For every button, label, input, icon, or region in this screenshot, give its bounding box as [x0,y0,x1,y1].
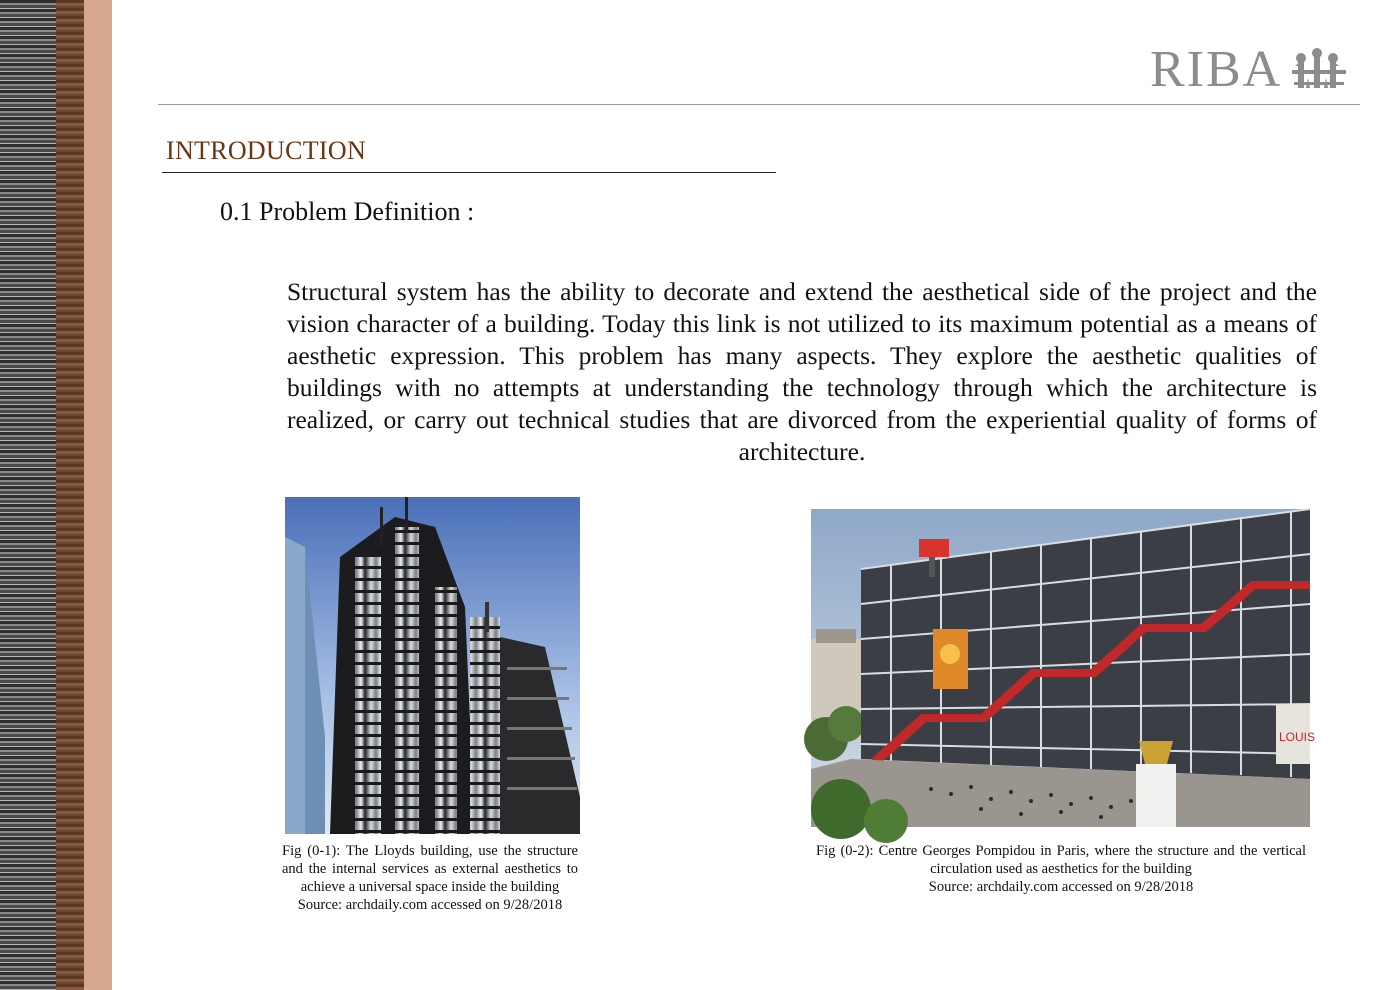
riba-lions-emblem-icon [1292,48,1348,92]
left-border-brown-stripe [56,0,84,990]
figure-1-caption-text: Fig (0-1): The Lloyds building, use the structure and the internal services as external aesthetics to achieve a universal space inside the building [282,843,578,895]
pompidou-signage-text: LOUIS [1279,730,1316,744]
figure-2-caption-text: Fig (0-2): Centre Georges Pompidou in Paris, where the structure and the vertical circulation used as aesthetics for the building [816,843,1306,877]
lloyds-building-photo [285,497,580,834]
section-title-underline [162,172,776,173]
figure-1-caption [282,842,578,914]
centre-pompidou-photo [811,509,1316,827]
problem-definition-paragraph: Structural system has the ability to decorate and extend the aesthetical side of the project and the vision character of a building. Today this link is not utilized to its maximum potential as a means of aesthetic expression. This problem has many aspects. They explore the aesthetic qualities of buildings with no attempts at understanding the technology through which the architecture is realized, or carry out technical studies that are divorced from the experiential quality of forms of architecture. [287,277,1317,466]
left-border-tan-stripe [84,0,112,990]
figure-2-caption [816,842,1306,896]
left-border-texture [0,0,56,990]
figure-1-source: Source: archdaily.com accessed on 9/28/2018 [297,897,563,913]
logo-text: RIBA [1150,41,1283,98]
problem-definition-heading: 0.1 Problem Definition : [220,197,475,226]
header-divider [158,104,1360,105]
riba-logo [1150,40,1348,100]
figure-2-source: Source: archdaily.com accessed on 9/28/2018 [928,879,1194,895]
section-title: INTRODUCTION [166,136,367,165]
